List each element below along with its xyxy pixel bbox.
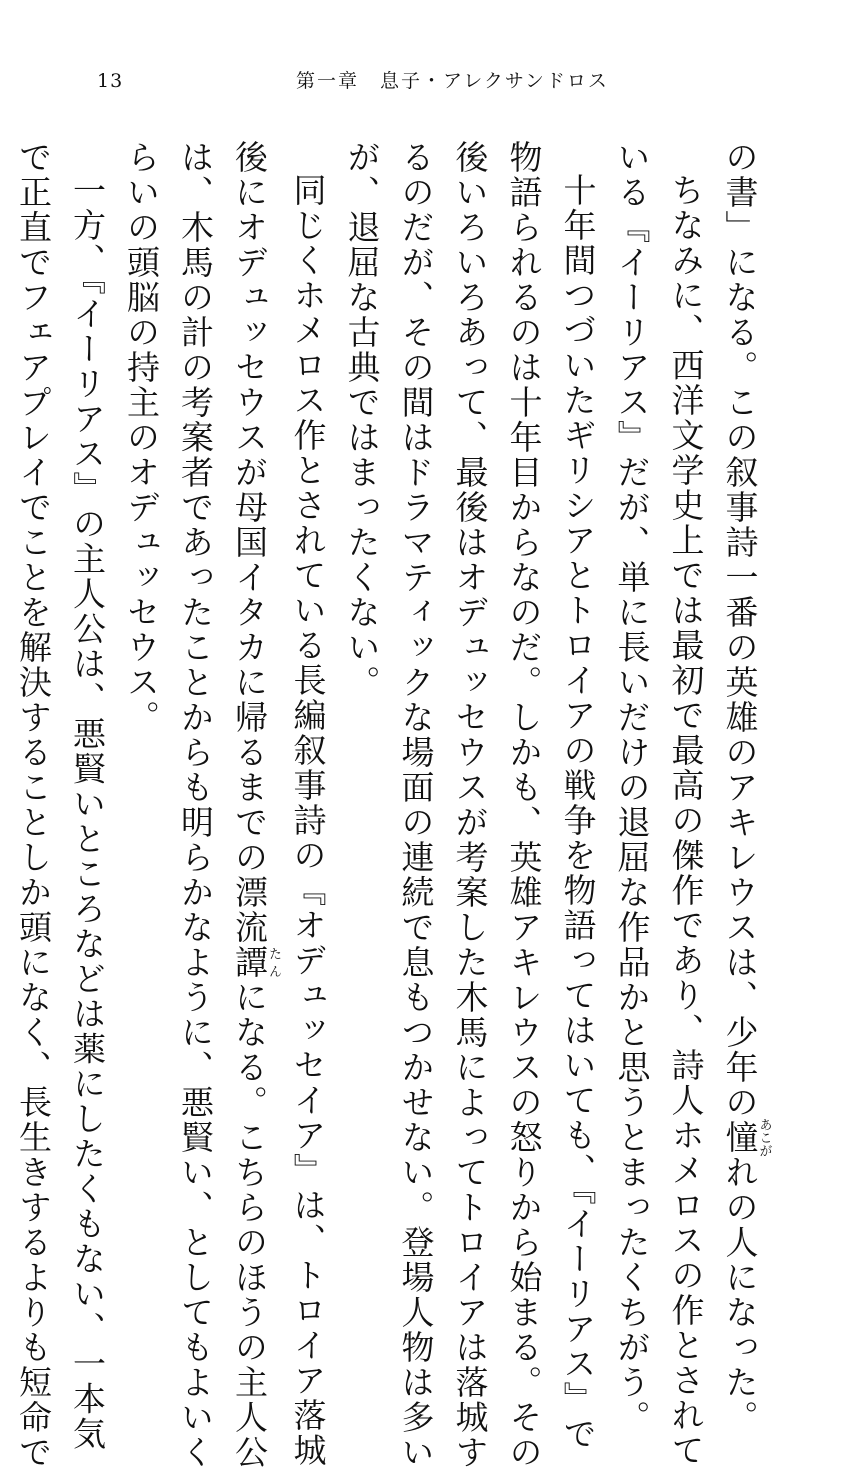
text-fragment: の書」になる。この叙事詩一番の英雄のアキレウスは、少年の xyxy=(720,140,760,1120)
text-line: らいの頭脳の持主のオデュッセウス。 xyxy=(122,140,161,735)
text-line: は、木馬の計の考案者であったことからも明らかなように、悪賢い、としてもよいく xyxy=(176,140,215,1470)
text-line xyxy=(713,140,772,1435)
ruby-word xyxy=(720,1118,772,1157)
vertical-text-body xyxy=(14,140,772,1470)
text-line xyxy=(222,140,281,1470)
page-number: 13 xyxy=(97,70,124,92)
text-line: 後いろいろあって、最後はオデュッセウスが考案した木馬によってトロイアは落城す xyxy=(450,140,490,1470)
text-fragment: れの人になった。 xyxy=(720,1155,760,1435)
text-line: が、退屈な古典ではまったくない。 xyxy=(342,140,382,700)
text-line: いる『イーリアス』だが、単に長いだけの退屈な作品かと思うとまったくちがう。 xyxy=(612,140,652,1435)
ruby-reading: たん xyxy=(266,945,281,980)
running-title: 第一章 息子・アレクサンドロス xyxy=(296,70,609,92)
ruby-base: 憧 xyxy=(720,1118,760,1157)
text-line: で正直でフェアプレイでことを解決することしか頭になく、長生きするよりも短命で xyxy=(14,140,53,1470)
page-header xyxy=(0,66,841,96)
text-line: るのだが、その間はドラマティックな場面の連続で息もつかせない。登場人物は多い xyxy=(396,140,436,1470)
text-line: ちなみに、西洋文学史上では最初で最高の傑作であり、詩人ホメロスの作とされて xyxy=(666,173,706,1468)
text-line: 同じくホメロス作とされている長編叙事詩の『オデュッセイア』は、トロイア落城 xyxy=(288,173,328,1468)
text-line: 物語られるのは十年目からなのだ。しかも、英雄アキレウスの怒りから始まる。その xyxy=(504,140,544,1470)
text-fragment: 後にオデュッセウスが母国イタカに帰るまでの漂流 xyxy=(230,140,269,945)
text-line: 十年間つづいたギリシアとトロイアの戦争を物語ってはいても、『イーリアス』で xyxy=(558,173,598,1452)
ruby-base: 譚 xyxy=(230,945,269,980)
ruby-reading: あこが xyxy=(756,1118,772,1157)
text-fragment: になる。こちらのほうの主人公 xyxy=(230,980,269,1470)
text-line: 一方、『イーリアス』の主人公は、悪賢いところなどは薬にしたくもない、一本気 xyxy=(68,173,107,1452)
ruby-word xyxy=(230,945,281,980)
